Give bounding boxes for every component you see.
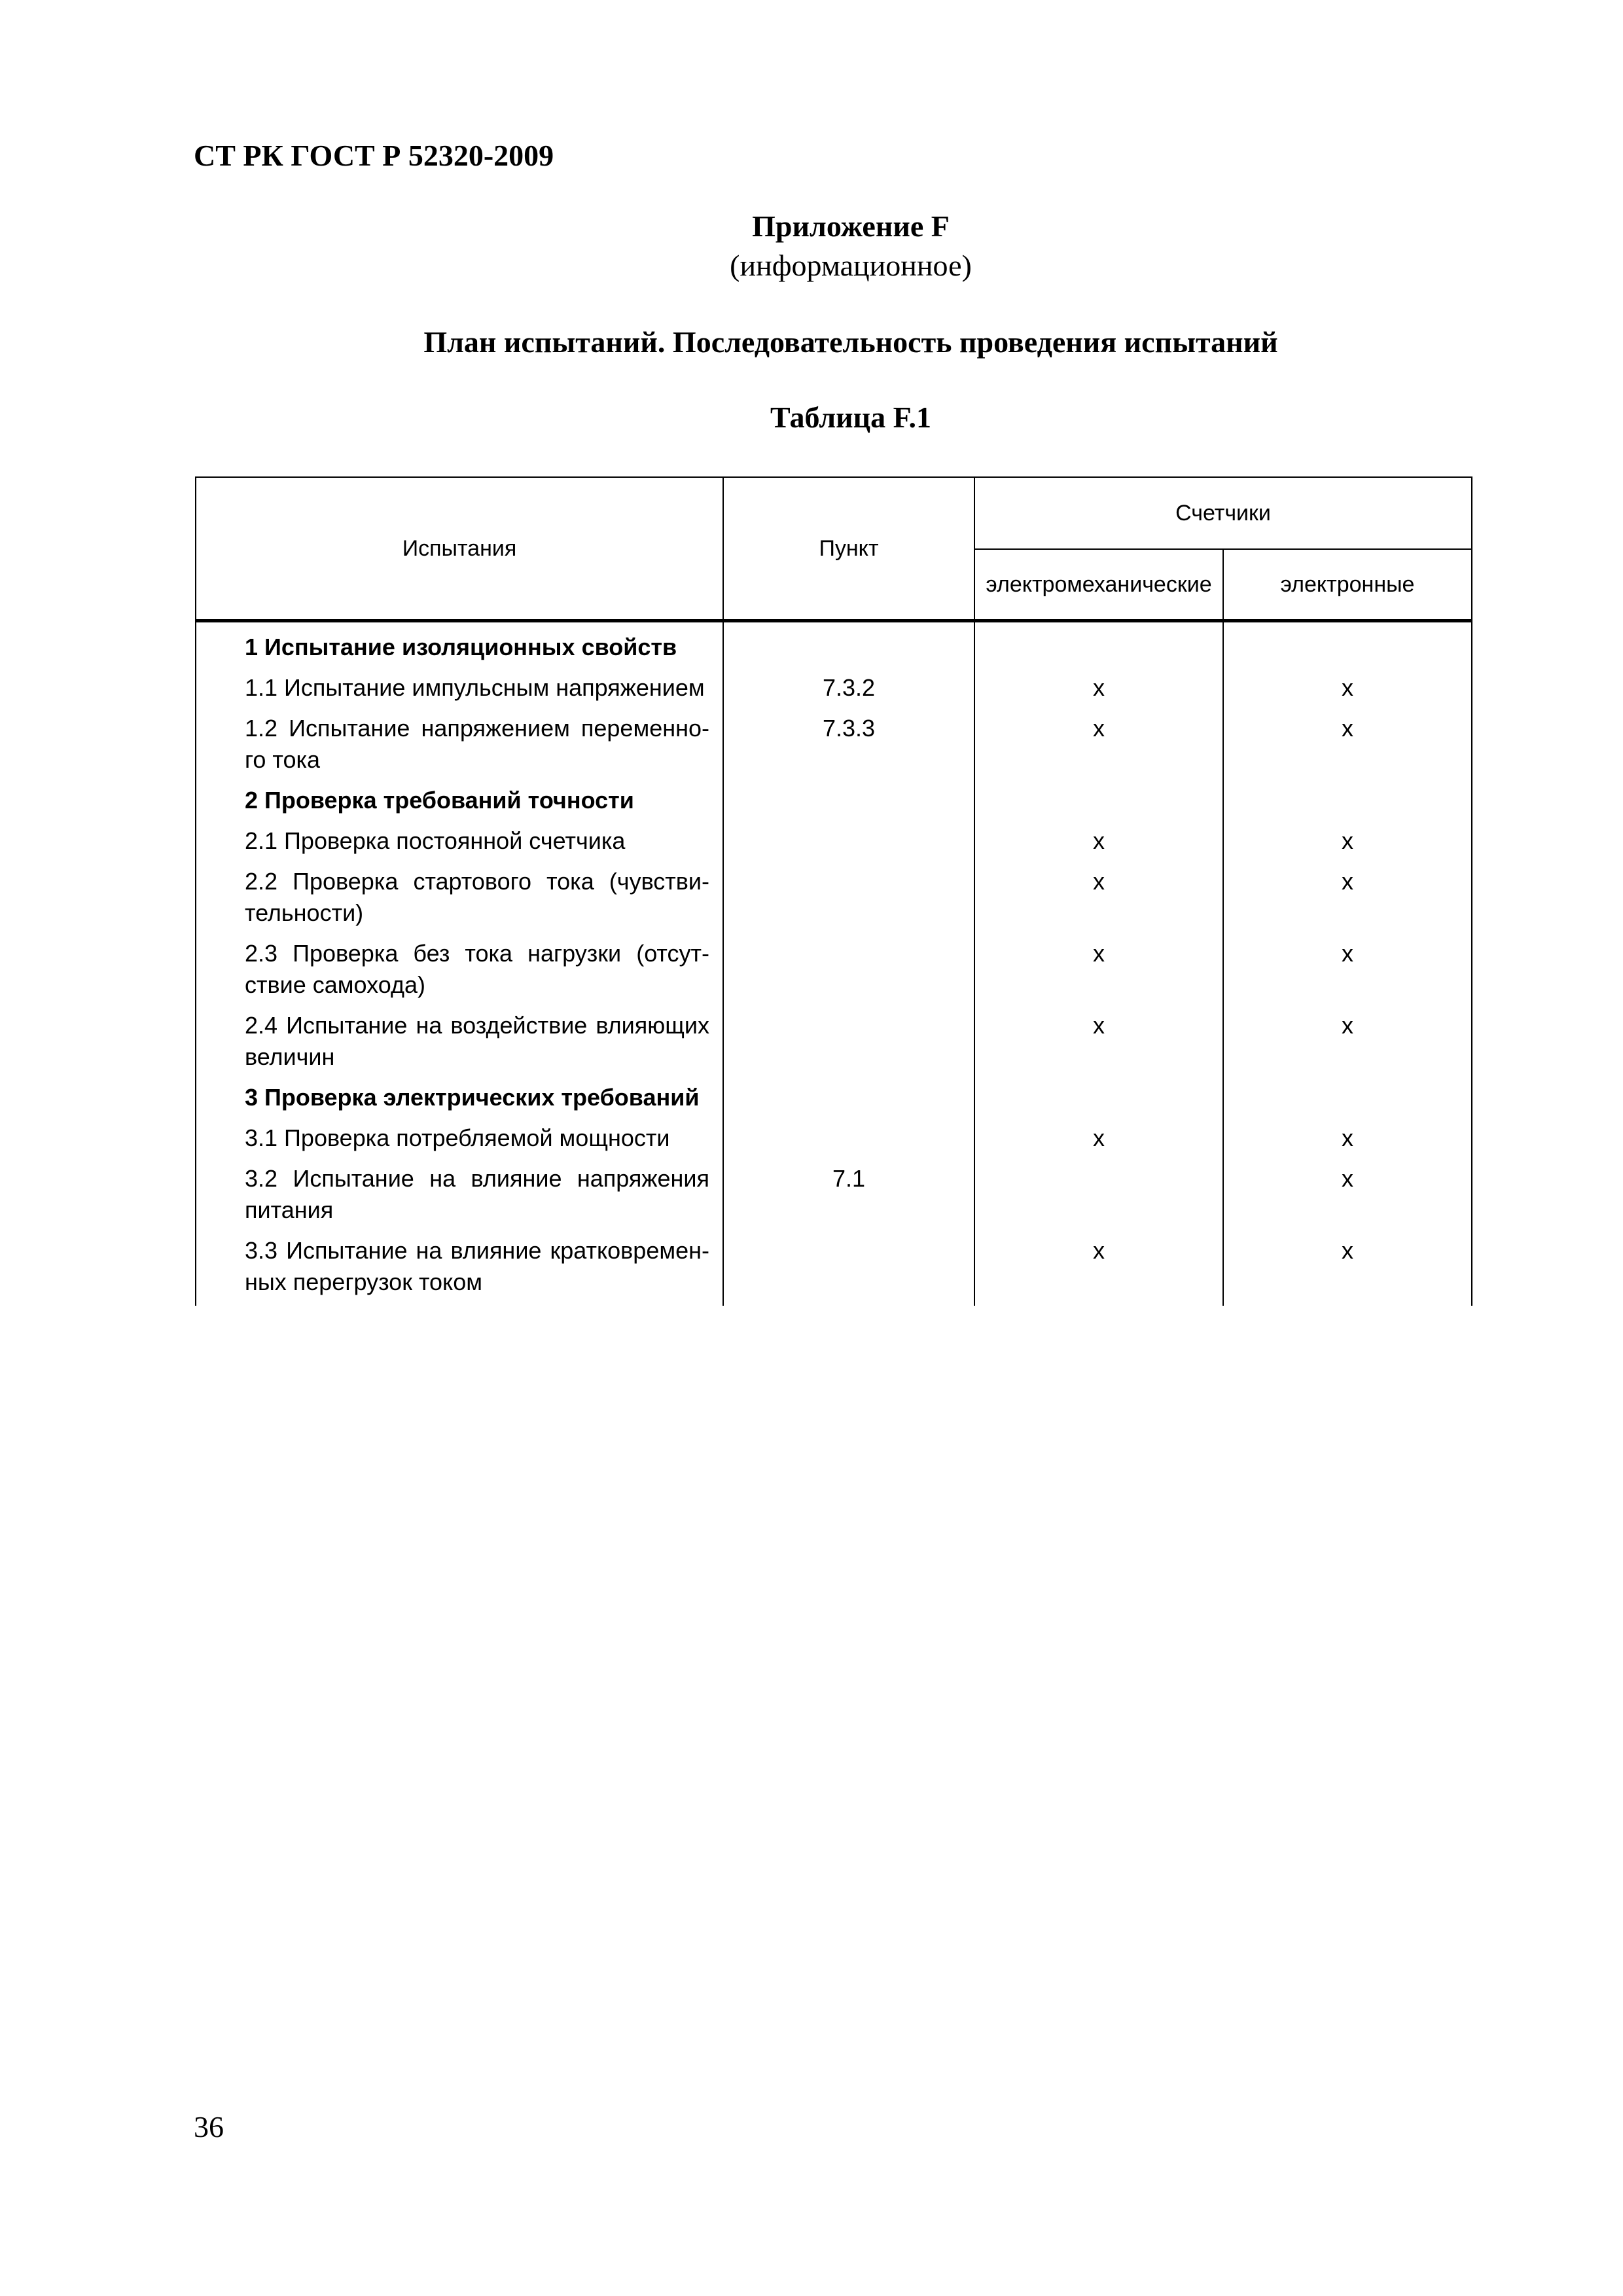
test-plan-table xyxy=(195,476,1471,1306)
row-name xyxy=(196,663,723,704)
row-electromechanical: x xyxy=(974,663,1223,704)
row-electronic xyxy=(1223,1073,1472,1113)
row-electronic: x xyxy=(1223,1154,1472,1226)
table-row xyxy=(196,663,1472,704)
table-caption: Таблица F.1 xyxy=(770,401,932,434)
row-name xyxy=(196,929,723,1001)
table-row xyxy=(196,704,1472,776)
row-name: 2 Проверка требований точности xyxy=(196,776,723,816)
row-electronic: x xyxy=(1223,663,1472,704)
row-name xyxy=(196,1001,723,1073)
row-clause xyxy=(723,816,974,857)
table-row xyxy=(196,1226,1472,1306)
row-electromechanical xyxy=(974,621,1223,664)
row-name xyxy=(196,1226,723,1306)
row-electromechanical xyxy=(974,1154,1223,1226)
row-name xyxy=(196,857,723,929)
row-electromechanical: x xyxy=(974,704,1223,776)
row-name-text: 2.3 Проверка без тока нагрузки (отсут-ствие самохода) xyxy=(245,940,709,998)
row-clause: 7.3.2 xyxy=(723,663,974,704)
header-electromechanical: электромеханические xyxy=(974,549,1223,621)
row-name-text: 1.2 Испытание напряжением переменно-го тока xyxy=(245,715,709,773)
row-clause xyxy=(723,1226,974,1306)
row-name-text: 2.4 Испытание на воздействие влияющих величин xyxy=(245,1012,709,1070)
row-electromechanical: x xyxy=(974,1113,1223,1154)
header-clause: Пункт xyxy=(723,477,974,621)
table-row xyxy=(196,1113,1472,1154)
row-electromechanical xyxy=(974,776,1223,816)
row-name: 1 Испытание изоляционных свойств xyxy=(196,621,723,664)
header-electronic: электронные xyxy=(1223,549,1472,621)
table-row xyxy=(196,1001,1472,1073)
header-meters: Счетчики xyxy=(974,477,1472,549)
plan-title: План испытаний. Последовательность проведения испытаний xyxy=(423,325,1278,359)
row-clause xyxy=(723,857,974,929)
table-row-section xyxy=(196,1073,1472,1113)
row-electromechanical: x xyxy=(974,857,1223,929)
row-electronic xyxy=(1223,621,1472,664)
row-electronic: x xyxy=(1223,857,1472,929)
row-clause xyxy=(723,1113,974,1154)
appendix-type: (информационное) xyxy=(730,249,972,282)
row-clause xyxy=(723,1073,974,1113)
row-electronic: x xyxy=(1223,704,1472,776)
row-clause xyxy=(723,1001,974,1073)
row-name-text: 2.2 Проверка стартового тока (чувстви-тельности) xyxy=(245,868,709,926)
row-electronic xyxy=(1223,776,1472,816)
table-row-section xyxy=(196,776,1472,816)
row-name xyxy=(196,704,723,776)
row-electronic: x xyxy=(1223,929,1472,1001)
row-name-text: 3.3 Испытание на влияние кратковремен-ных перегрузок током xyxy=(245,1237,709,1295)
row-name xyxy=(196,1113,723,1154)
page-number: 36 xyxy=(194,2110,224,2144)
document-code: СТ РК ГОСТ Р 52320-2009 xyxy=(194,139,554,172)
row-electromechanical: x xyxy=(974,1001,1223,1073)
table-row xyxy=(196,857,1472,929)
header-tests: Испытания xyxy=(196,477,723,621)
row-name-text: 1.1 Испытание импульсным напряжением xyxy=(245,674,705,701)
row-name xyxy=(196,1154,723,1226)
row-clause xyxy=(723,621,974,664)
appendix-title: Приложение F xyxy=(752,209,950,243)
row-electromechanical: x xyxy=(974,1226,1223,1306)
table-row xyxy=(196,1154,1472,1226)
row-clause xyxy=(723,776,974,816)
row-name-text: 3.2 Испытание на влияние напряжения питания xyxy=(245,1165,709,1223)
row-clause: 7.3.3 xyxy=(723,704,974,776)
row-electromechanical xyxy=(974,1073,1223,1113)
row-name-text: 3.1 Проверка потребляемой мощности xyxy=(245,1124,670,1151)
row-clause: 7.1 xyxy=(723,1154,974,1226)
table-row xyxy=(196,929,1472,1001)
row-electronic: x xyxy=(1223,1113,1472,1154)
row-name xyxy=(196,816,723,857)
row-name: 3 Проверка электрических требований xyxy=(196,1073,723,1113)
table-row xyxy=(196,816,1472,857)
row-clause xyxy=(723,929,974,1001)
row-electronic: x xyxy=(1223,1001,1472,1073)
row-electronic: x xyxy=(1223,816,1472,857)
table-row-section xyxy=(196,621,1472,664)
row-electromechanical: x xyxy=(974,816,1223,857)
row-name-text: 2.1 Проверка постоянной счетчика xyxy=(245,827,626,854)
row-electronic: x xyxy=(1223,1226,1472,1306)
row-electromechanical: x xyxy=(974,929,1223,1001)
